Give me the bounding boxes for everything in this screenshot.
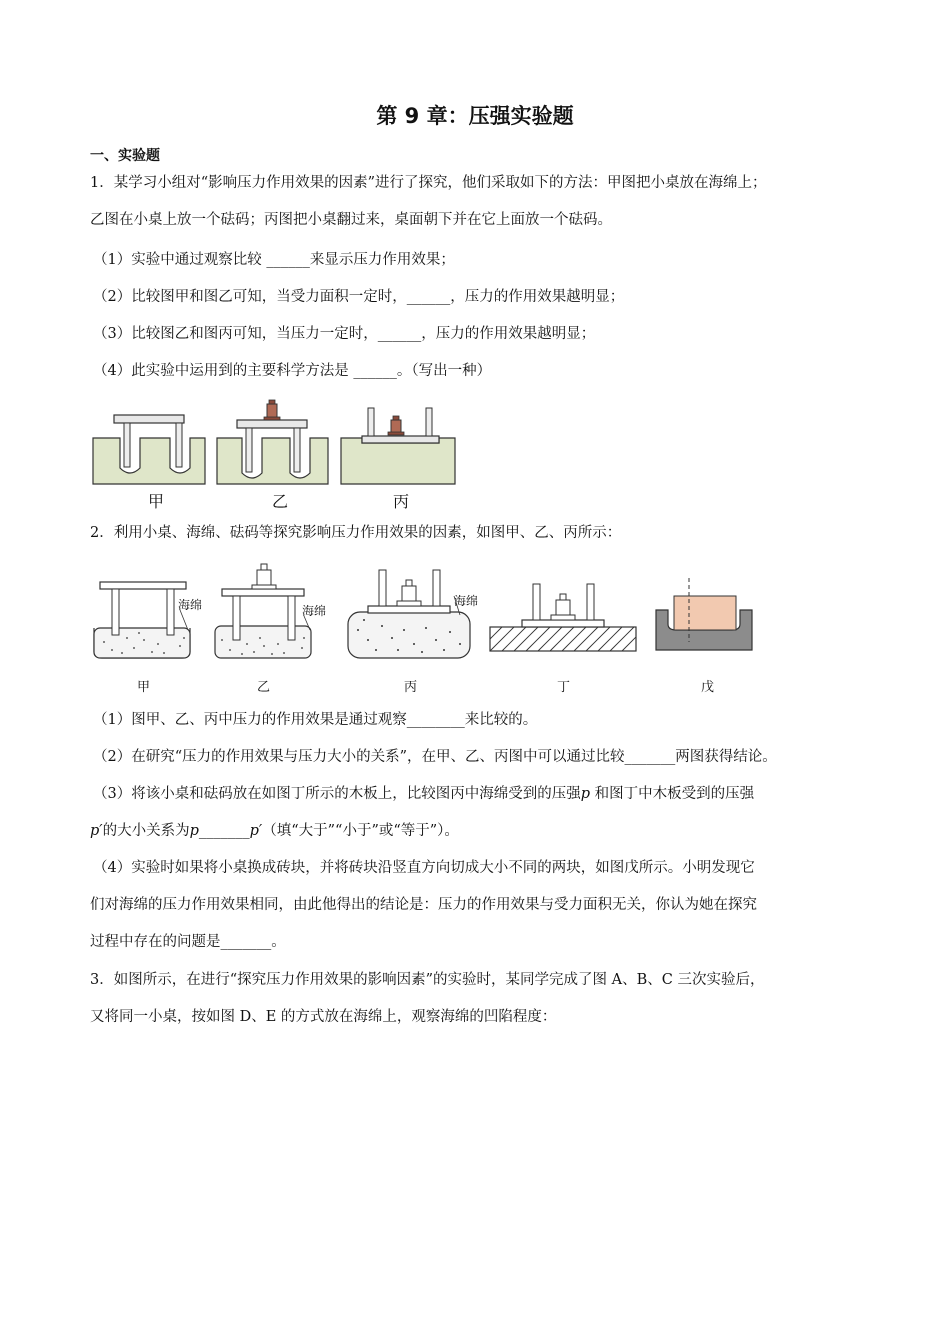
q2-fig-label-ding: 丁 [557,680,571,695]
q2-fig-label-yi: 乙 [257,680,271,695]
page-title: 第 9 章：压强实验题 [376,104,574,128]
q1-sub-1: （1）实验中通过观察比较 ______来显示压力作用效果； [93,252,455,268]
q1-figure-yi [217,400,328,484]
q2-sub-3-blank: _______ [198,823,250,839]
q1-sub-4: （4）此实验中运用到的主要科学方法是 ______。（写出一种） [93,363,492,379]
q2-sub-3-var-p-prime: p′ [90,823,103,839]
q2-sub-2: （2）在研究“压力的作用效果与压力大小的关系”，在甲、乙、丙图中可以通过比较_______两图获得结论。 [93,749,777,765]
q1-figure-jia [93,415,205,484]
q2-sub-1: （1）图甲、乙、丙中压力的作用效果是通过观察________来比较的。 [93,712,538,728]
q2-sub-4-line-2: 们对海绵的压力作用效果相同，由此他得出的结论是：压力的作用效果与受力面积无关，你认为她在探究 [90,897,757,913]
q2-sponge-label-yi: 海绵 [302,604,327,618]
q2-sub-3-text-mid: 的大小关系为 [102,823,190,839]
q2-sub-4-line-1: （4）实验时如果将小桌换成砖块，并将砖块沿竖直方向切成大小不同的两块，如图戊所示。小明发现它 [93,860,755,876]
q2-sponge-label-bing: 海绵 [454,594,479,608]
q3-stem-line-1: 3．如图所示，在进行“探究压力作用效果的影响因素”的实验时，某同学完成了图 A、B、C 三次实验后， [90,972,765,988]
q2-figure-jia [94,582,190,658]
q2-fig-label-bing: 丙 [404,680,418,695]
q2-sub-4-line-3: 过程中存在的问题是_______。 [90,934,286,950]
q2-fig-label-wu: 戊 [701,680,715,695]
q2-sub-3-text-end: （填“大于”“小于”或“等于”）。 [262,823,459,839]
q2-figure-yi [215,564,311,658]
q2-sub-3-text-b: 和图丁中木板受到的压强 [594,786,755,802]
q2-sub-3-var-p3: p′ [249,823,263,839]
q3-stem-line-2: 又将同一小桌，按如图 D、E 的方式放在海绵上，观察海绵的凹陷程度： [90,1009,557,1025]
q2-sponge-label-jia: 海绵 [178,598,203,612]
q1-fig-label-bing: 丙 [393,492,410,511]
q1-stem-line-1: 1．某学习小组对“影响压力作用效果的因素”进行了探究，他们采取如下的方法：甲图把小桌放在海绵上； [90,175,767,191]
q2-sub-3-var-p2: p [189,823,199,839]
q2-fig-label-jia: 甲 [137,680,151,695]
q1-stem-line-2: 乙图在小桌上放一个砝码；丙图把小桌翻过来，桌面朝下并在它上面放一个砝码。 [90,212,612,228]
q2-sub-3-line-1 [93,784,754,804]
q1-sub-3: （3）比较图乙和图丙可知，当压力一定时，______，压力的作用效果越明显； [93,326,596,342]
q2-sub-3-var-p: p [580,786,591,802]
q2-sub-3-line-2 [90,821,459,841]
section-heading: 一、实验题 [90,148,160,164]
q1-figure-bing [341,408,455,484]
q2-sub-3-text-a: （3）将该小桌和砝码放在如图丁所示的木板上，比较图丙中海绵受到的压强 [93,786,581,802]
q2-figure-ding [490,584,636,651]
q1-sub-2: （2）比较图甲和图乙可知，当受力面积一定时，______，压力的作用效果越明显； [93,289,625,305]
q2-figure-bing [348,570,470,658]
q1-fig-label-jia: 甲 [148,492,165,511]
q2-figure-wu [656,578,752,650]
q1-fig-label-yi: 乙 [272,492,289,511]
q2-stem: 2．利用小桌、海绵、砝码等探究影响压力作用效果的因素，如图甲、乙、丙所示： [90,525,622,541]
